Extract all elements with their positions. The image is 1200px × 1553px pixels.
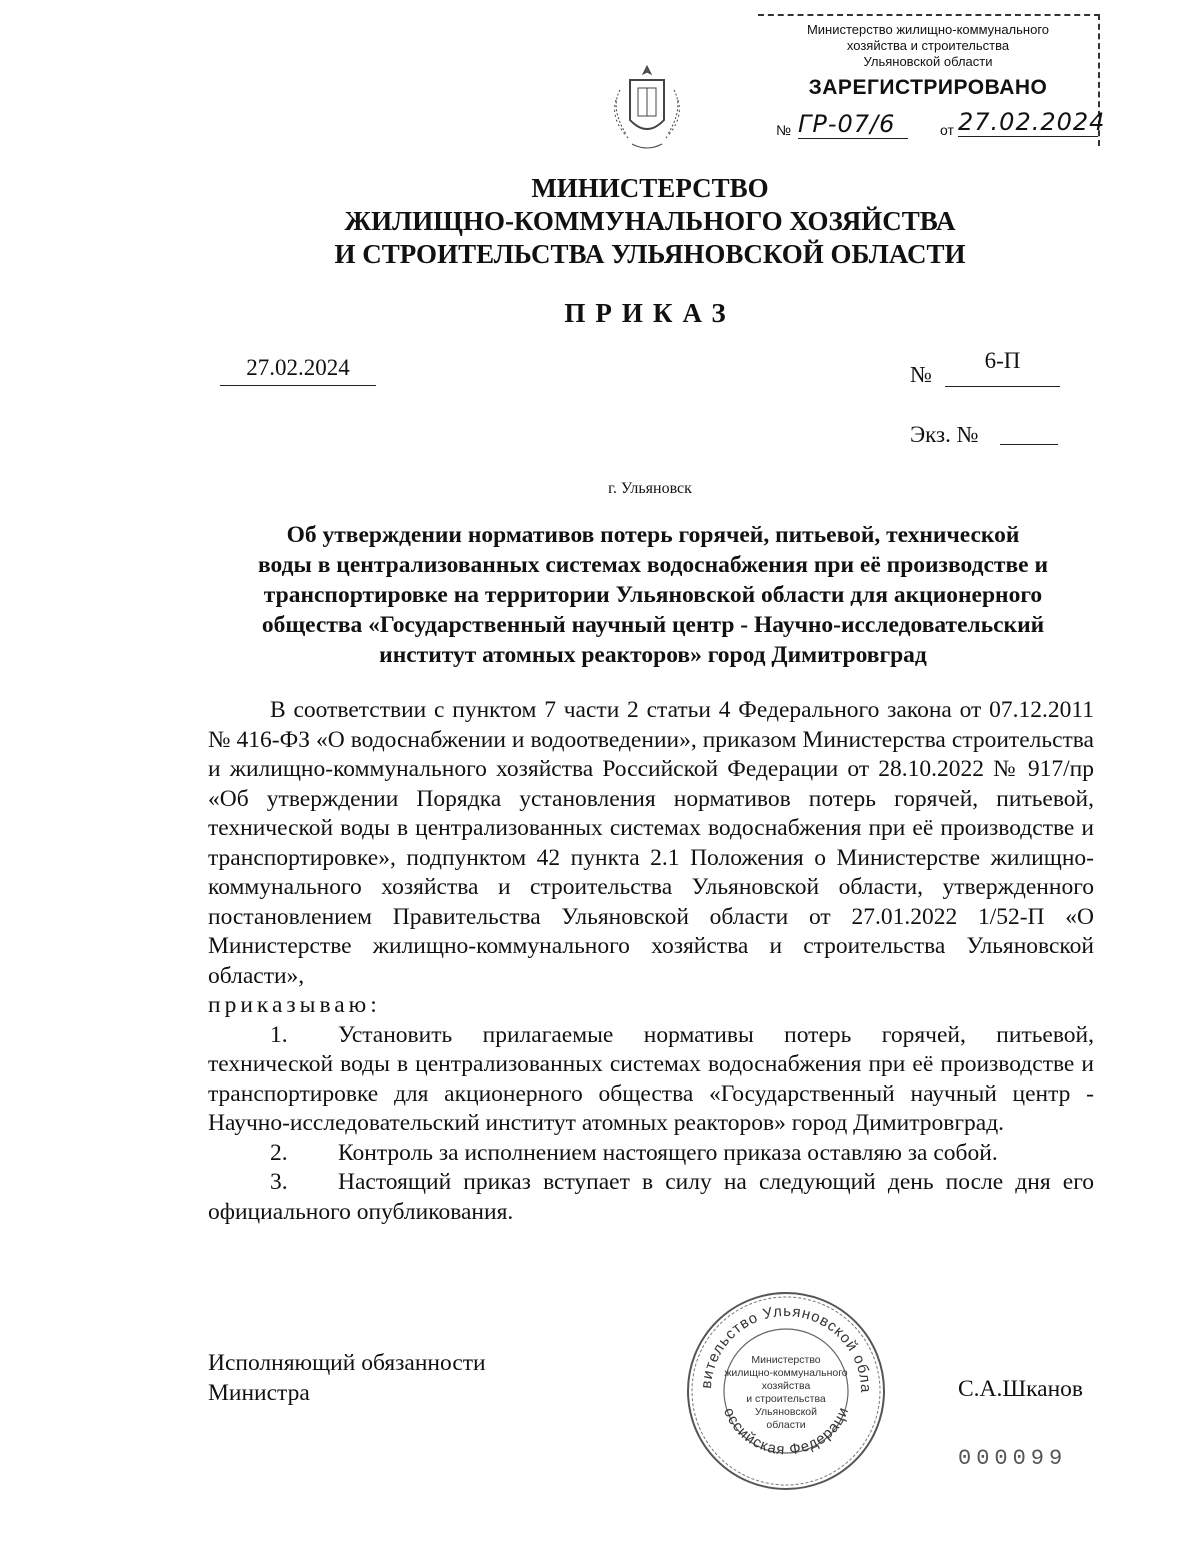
order-word: приказываю: (208, 992, 381, 1018)
seal-center-line: и строительства (746, 1393, 826, 1405)
copy-number-field (1000, 442, 1058, 445)
order-item (208, 1168, 1094, 1227)
coat-of-arms-icon (602, 60, 692, 160)
document-subject (208, 520, 1098, 670)
item-number: 2. (270, 1139, 288, 1166)
stamp-line: Министерство жилищно-коммунального (806, 22, 1050, 37)
item-text: Контроль за исполнением настоящего приказа оставляю за собой. (338, 1139, 998, 1166)
subject-line: Об утверждении нормативов потерь горячей, питьевой, технической (286, 522, 1020, 548)
item-number: 3. (270, 1169, 288, 1195)
order-item (208, 1139, 1094, 1169)
signer-position-line: Министра (208, 1380, 310, 1406)
signer-name: С.А.Шканов (958, 1376, 1084, 1402)
seal-center-line: Министерство (751, 1354, 821, 1366)
official-seal (683, 1288, 889, 1494)
ministry-header (150, 172, 1150, 271)
subject-line: транспортировке на территории Ульяновской области для акционерного (263, 582, 1043, 608)
item-text: Установить прилагаемые нормативы потерь горячей, питьевой, технической воды в централизованных системах водоснабжения при её производстве и транспортировке для акционерного общества «Государственный научный центр - Научно-исследовательский институт атомных реакторов» город Димитровград. (208, 1021, 1094, 1136)
order-item (208, 1021, 1094, 1139)
document-number: 6-П (945, 348, 1060, 387)
ministry-line: МИНИСТЕРСТВО (531, 173, 769, 203)
stamp-date-label: от (940, 122, 954, 138)
stamp-line: Ульяновской области (863, 54, 993, 69)
seal-center-line: Ульяновской (754, 1406, 817, 1418)
subject-line: институт атомных реакторов» город Димитровград (379, 642, 927, 668)
registration-stamp (758, 14, 1106, 146)
item-number: 1. (270, 1021, 288, 1048)
stamp-number: ГР-07/6 (798, 110, 908, 139)
seal-center-line: жилищно-коммунального (724, 1367, 848, 1379)
seal-center-line: хозяйства (761, 1380, 811, 1392)
subject-line: воды в централизованных системах водоснабжения при её производстве и (258, 552, 1048, 578)
document-body (208, 696, 1094, 1227)
document-date: 27.02.2024 (220, 355, 376, 386)
preamble-paragraph: В соответствии с пунктом 7 части 2 статьи 4 Федерального закона от 07.12.2011 № 416-ФЗ «О водоснабжении и водоотведении», приказом Министерства строительства и жилищно-коммунального хозяйства Российской Федерации от 28.10.2022 № 917/пр «Об утверждении Порядка установления нормативов потерь горячей, питьевой, технической воды в централизованных системах водоснабжения при её производстве и транспортировке», подпунктом 42 пункта 2.1 Положения о Министерстве жилищно-коммунального хозяйства и строительства Ульяновской области, утвержденного постановлением Правительства Ульяновской области от 27.01.2022 1/52-П «О Министерстве жилищно-коммунального хозяйства и строительства Ульяновской области», (208, 697, 1094, 989)
serial-number: 000099 (958, 1446, 1068, 1471)
stamp-date: 27.02.2024 (958, 108, 1106, 136)
document-type: ПРИКАЗ (564, 298, 736, 328)
seal-ring-top: вительство Ульяновской обла (697, 1302, 875, 1394)
document-number-label: № (910, 362, 932, 387)
stamp-number-label: № (776, 122, 792, 138)
seal-center-text (723, 1354, 849, 1432)
ministry-line: ЖИЛИЩНО-КОММУНАЛЬНОГО ХОЗЯЙСТВА (344, 206, 956, 236)
copy-number-label: Экз. № (910, 422, 979, 447)
signer-position (208, 1348, 486, 1408)
ministry-line: И СТРОИТЕЛЬСТВА УЛЬЯНОВСКОЙ ОБЛАСТИ (334, 239, 966, 269)
seal-ring-bottom: оссийская Федераци (719, 1404, 853, 1459)
item-text: Настоящий приказ вступает в силу на следующий день после дня его официального опубликования. (208, 1169, 1094, 1225)
order-word-paragraph (208, 991, 1094, 1021)
city: г. Ульяновск (608, 480, 692, 497)
stamp-title: ЗАРЕГИСТРИРОВАНО (808, 76, 1048, 99)
seal-center-line: области (766, 1419, 806, 1431)
stamp-line: хозяйства и строительства (846, 38, 1010, 53)
subject-line: общества «Государственный научный центр - Научно-исследовательский (261, 612, 1045, 638)
signer-position-line: Исполняющий обязанности (208, 1350, 486, 1376)
